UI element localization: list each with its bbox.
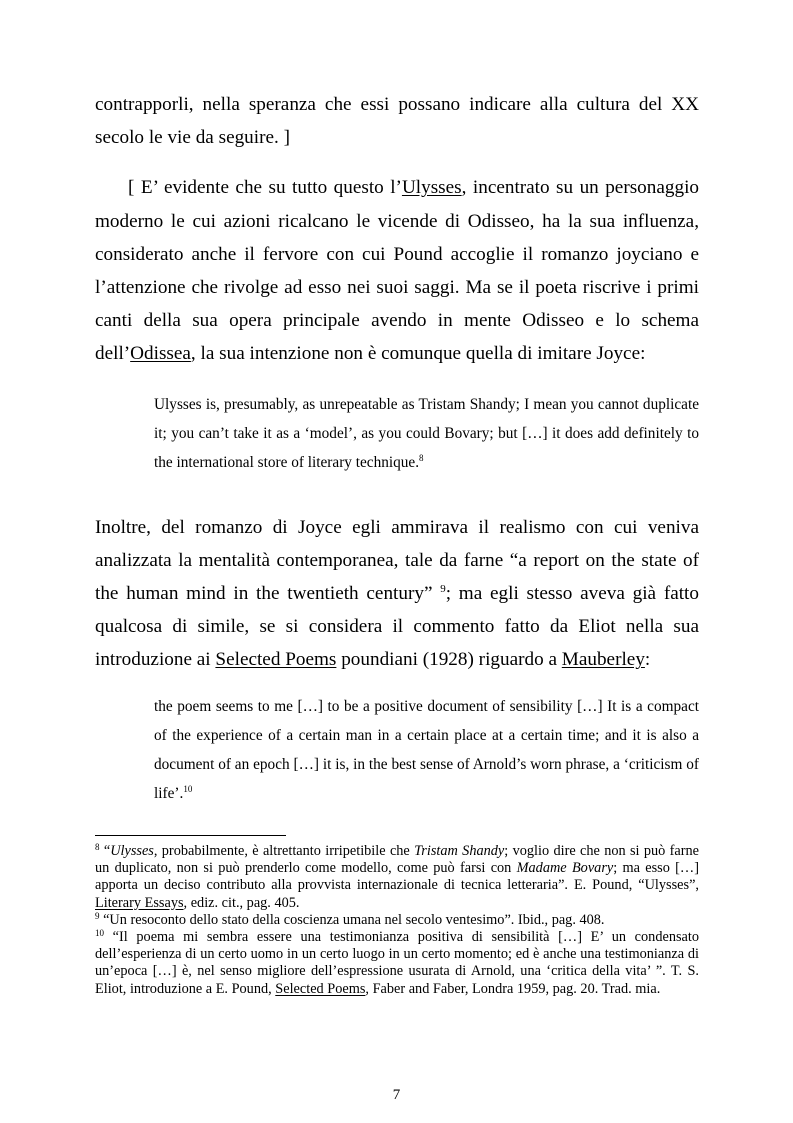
paragraph-text: Inoltre, del romanzo di Joyce egli ammirava il realismo con cui veniva analizzata la mentalità contemporanea, tale da farne “a report on the state of the human mind in the twentieth century”: [95, 516, 699, 605]
title-odissea: Odissea: [130, 343, 191, 365]
paragraph-text: :: [644, 649, 651, 671]
paragraph-text: contrapporli, nella speranza che essi possano indicare alla cultura del XX secolo le vie da seguire. ]: [95, 94, 699, 149]
title-ulysses: Ulysses: [110, 843, 154, 859]
footnote-text: ; voglio dire che non si può farne un duplicato, non si può prenderlo come modello, come può farsi con: [95, 843, 700, 877]
footnote-ref-9[interactable]: 9: [440, 583, 446, 596]
paragraph-1: [95, 88, 699, 154]
footnote-ref-8[interactable]: 8: [419, 452, 424, 463]
title-selected-poems: Selected Poems: [275, 980, 366, 997]
block-quote-2: [154, 692, 699, 808]
page-body: [95, 88, 699, 808]
title-ulysses: Ulysses: [401, 177, 462, 199]
paragraph-text: , la sua intenzione non è comunque quella di imitare Joyce:: [190, 343, 646, 365]
footnote-text: “Un resoconto dello stato della coscienza umana nel secolo ventesimo”. Ibid., pag. 408.: [99, 911, 605, 928]
footnote-number: 10: [95, 928, 104, 939]
footnote-10: [95, 929, 699, 998]
title-tristam-shandy: Tristam Shandy: [414, 843, 505, 859]
title-mauberley: Mauberley: [561, 649, 645, 671]
footnote-text: , Faber and Faber, Londra 1959, pag. 20. Trad. mia.: [365, 980, 661, 997]
footnote-text: “Il poema mi sembra essere una testimonianza positiva di sensibilità […] E’ un condensato dell’esperienza di un certo uomo in un certo luogo in un certo momento; ed è anche una testimonianza di un’epoca […] è, nel senso migliore dell’espressione usurata di Arnold, una ‘critica della vita’ ”. T. S. Eliot, introduzione a E. Pound,: [95, 929, 699, 997]
paragraph-text: , incentrato su un personaggio moderno le cui azioni ricalcano le vicende di Odisseo, ha la sua influenza, considerato anche il fervore con cui Pound accoglie il romanzo joyciano e l’attenzione che rivolge ad esso nei suoi saggi. Ma se il poeta riscrive i primi canti della sua opera principale avendo in mente Odisseo e lo schema dell’: [95, 177, 699, 365]
footnote-8: [95, 843, 699, 912]
title-literary-essays: Literary Essays: [95, 894, 184, 911]
footnote-number: 9: [95, 910, 100, 921]
paragraph-text: poundiani (1928) riguardo a: [336, 649, 562, 671]
footnotes: [95, 843, 699, 998]
paragraph-2: [95, 171, 699, 370]
footnote-separator: [95, 835, 286, 836]
footnote-text: ; ma esso […] apporta un deciso contributo alla provvista internazionale di tecnica letteraria”. E. Pound, “Ulysses”,: [95, 860, 699, 894]
footnote-ref-10[interactable]: 10: [183, 783, 193, 794]
footnote-number: 8: [95, 842, 100, 852]
page-number: 7: [392, 1087, 401, 1103]
block-quote-1: [154, 390, 699, 477]
footnote-9: [95, 912, 699, 929]
quote-text: Ulysses is, presumably, as unrepeatable as Tristam Shandy; I mean you cannot duplicate it; you can’t take it as a ‘model’, as you could Bovary; but […] it does add definitely to the international store of literary technique.: [154, 395, 699, 471]
paragraph-text: [ E’ evidente che su tutto questo l’: [128, 177, 402, 199]
title-madame-bovary: Madame Bovary: [516, 860, 614, 877]
footnote-text: , probabilmente, è altrettanto irripetibile che: [153, 843, 415, 859]
paragraph-3: [95, 511, 699, 677]
title-selected-poems: Selected Poems: [215, 649, 337, 671]
quote-text: the poem seems to me […] to be a positive document of sensibility […] It is a compact of the experience of a certain man in a certain place at a certain time; and it is also a document of an epoch […] it is, in the best sense of Arnold’s worn phrase, a ‘criticism of life’.: [154, 697, 699, 802]
footnote-text: , ediz. cit., pag. 405.: [183, 894, 300, 911]
paragraph-text: ; ma egli stesso aveva già fatto qualcosa di simile, se si considera il commento fatto da Eliot nella sua introduzione ai: [95, 583, 699, 671]
footnote-text: “: [99, 843, 111, 859]
